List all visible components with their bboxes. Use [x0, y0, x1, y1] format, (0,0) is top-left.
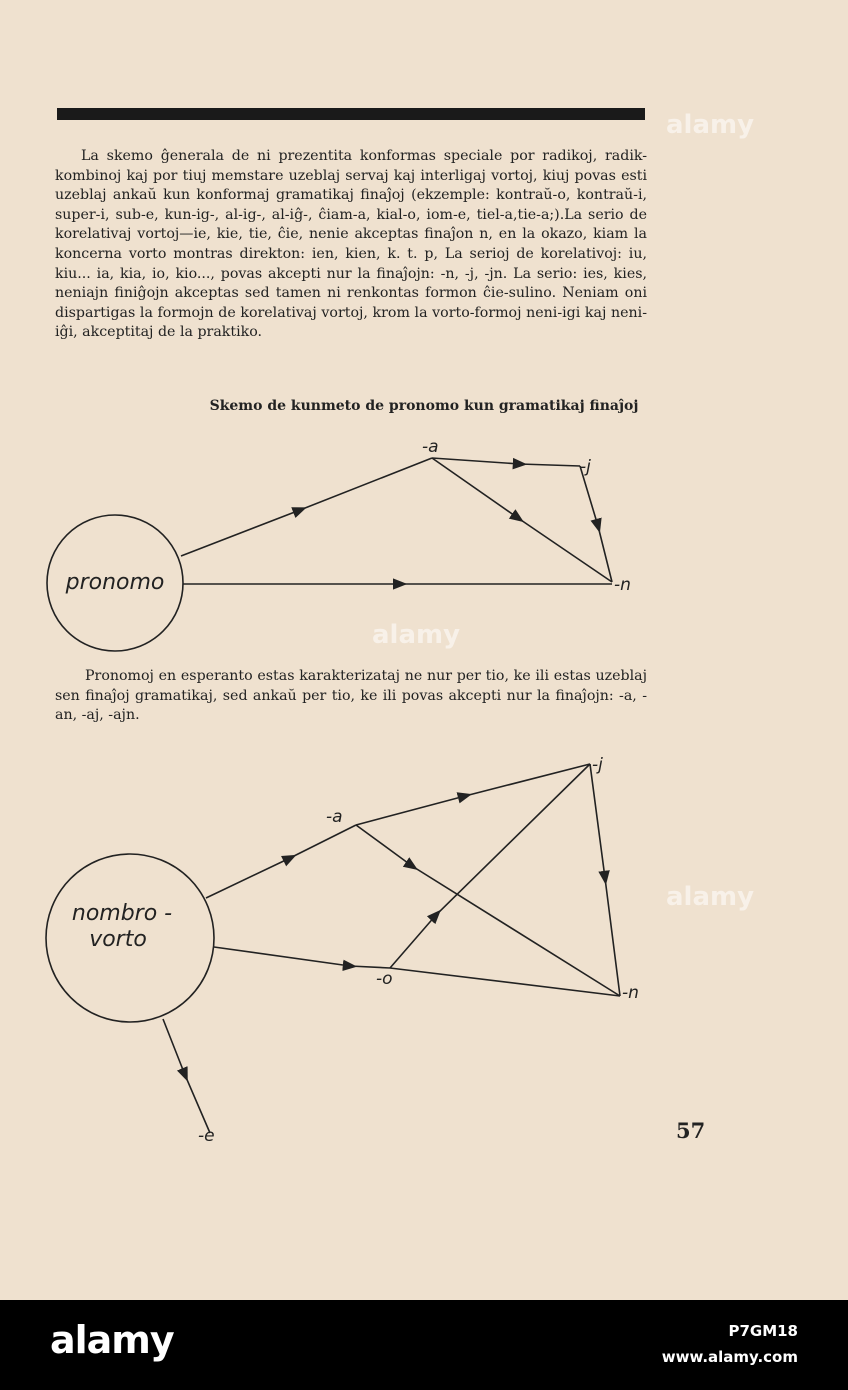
alamy-logo: alamy: [50, 1318, 174, 1362]
diag1-node-n: -n: [614, 575, 631, 595]
edge-a-j2: [356, 764, 590, 825]
edge-a-j: [432, 458, 580, 466]
edge-j-n: [580, 466, 612, 582]
page-number: 57: [676, 1118, 706, 1143]
diag1-circle-label: pronomo: [65, 570, 165, 595]
edge-nombro-o: [214, 947, 390, 968]
diag1-node-j: -j: [580, 457, 591, 477]
diag2-circle-label-1: nombro -: [71, 901, 173, 926]
edge-o-n: [390, 968, 620, 996]
watermark: alamy: [372, 620, 461, 650]
edge-j-n2: [590, 764, 620, 996]
edge-nombro-e: [163, 1019, 210, 1133]
edge-o-j: [390, 764, 590, 968]
edge-pronomo-a: [181, 458, 432, 556]
edge-nombro-a: [206, 825, 356, 898]
watermark: alamy: [666, 110, 755, 140]
diag2-node-j: -j: [592, 755, 603, 775]
edge-a-n2: [356, 825, 620, 996]
diag2-circle-label-2: vorto: [89, 927, 147, 952]
paragraph-1: La skemo ĝenerala de ni prezentita konformas speciale por radikoj, radik-kombinoj kaj por tiuj memstare uzeblaj servaj kaj interligaj vortoj, kiuj povas esti uzeblaj ankaŭ kun konformaj gramatikaj finaĵoj (ekzemple: kontraŭ-o, kontraŭ-i, super-i, sub-e, kun-ig-, al-ig-, al-iĝ-, ĉiam-a, kial-o, iom-e, tiel-a,tie-a;).La serio de korelativaj vortoj—ie, kie, tie, ĉie, nenie akceptas finaĵon n, en la okazo, kiam la koncerna vorto montras direkton: ien, kien, k. t. p, La serioj de korelativoj: iu, kiu... ia, kia, io, kio..., povas akcepti nur la finaĵojn: -n, -j, -jn. La serio: ies, kies, neniajn finiĝojn akceptas sed tamen ni renkontas formon ĉie-sulino. Neniam oni dispartigas la formojn de korelativaj vortoj, krom la vorto-formoj neni-igi kaj neni-iĝi, akceptitaj de la praktiko.: [55, 148, 647, 341]
diag1-node-a: -a: [422, 437, 439, 457]
diag2-node-o: -o: [376, 969, 393, 989]
paragraph-2: Pronomoj en esperanto estas karakterizataj ne nur per tio, ke ili estas uzeblaj sen finaĵoj gramatikaj, sed ankaŭ per tio, ke ili povas akcepti nur la finaĵojn: -a, -an, -aj, -ajn.: [55, 668, 647, 724]
diag2-node-e: -e: [198, 1126, 215, 1146]
image-code: P7GM18: [728, 1322, 798, 1340]
site-url: www.alamy.com: [661, 1348, 798, 1366]
diag2-node-a: -a: [326, 807, 343, 827]
section-heading: Skemo de kunmeto de pronomo kun gramatikaj finaĵoj: [209, 398, 639, 414]
diag2-node-n: -n: [622, 983, 639, 1003]
watermark: alamy: [666, 882, 755, 912]
